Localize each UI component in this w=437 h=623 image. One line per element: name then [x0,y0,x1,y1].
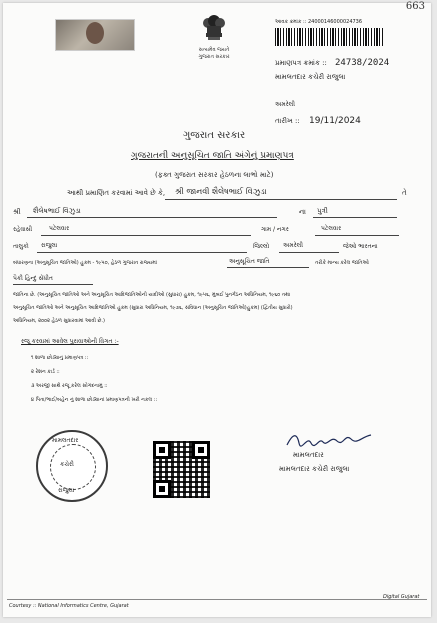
village-label: ગામ / નગર [261,226,289,233]
signature-scribble [285,429,375,451]
seal-top-text: મામલતદાર [52,437,79,444]
certificate-number: 24738/2024 [335,58,390,68]
application-number: આવક ક્રમાંક :: 24000146000024736 [275,19,363,25]
relation-label: ના [299,208,306,216]
caste-category: અનુસૂચિત જાતિ [229,258,270,265]
footer-divider [7,599,427,600]
relation-value: પુત્રી [317,207,328,215]
evidence-item-2: ૨ રેશન કાર્ડ :: [31,369,60,375]
amendment-para-3: અધિનિયમ, ૨૦૦૨ હેઠળ સુધારવામાં આવી છે.) [13,318,105,324]
state-text: જેઓ ભારતના [343,243,378,250]
evidence-item-3: ૩ અરજી સાથે રજૂ કરેલ સોગંદનામું :: [31,383,108,389]
seal-bottom-text: રાજુલા [58,487,75,494]
issue-date-label: તારીખ :: [275,117,300,125]
taluka-value: રાજુલા [41,242,58,249]
government-title: ગુજરાત સરકાર [183,130,246,141]
resident-prefix: રહેવાસી [13,226,33,233]
header-district: અમરેલી [275,101,295,108]
certify-intro: આથી પ્રમાણિત કરવામાં આવે છે કે, [67,189,166,197]
signatory-designation: મામલતદાર [293,451,324,459]
district-label: જિલ્લો [253,243,270,250]
district-value: અમરેલી [283,242,303,249]
issue-date: 19/11/2024 [309,116,361,126]
photo-face [86,22,104,44]
footer-digital-gujarat: Digital Gujarat [383,594,420,600]
qr-code [153,441,210,498]
father-prefix: શ્રી [13,208,21,216]
recognized-castes-text: તરીકે માન્ય કરેલ જાતિઓ [315,260,369,266]
applicant-photo [55,19,135,51]
office-seal [36,430,108,502]
emblem-caption-1: સત્યમેવ જયતે [198,47,230,53]
footer-courtesy: Courtesy :: National Informatics Centre, Gujarat [9,603,129,609]
handwritten-reference: 663 [405,1,425,12]
caste-name: પૈકી હિન્દુ સેંધીત [13,275,53,282]
father-name: શૈલેષભાઈ વિંઝુડા [33,207,81,215]
seal-middle-text: કચેરી [60,461,74,468]
certificate-heading: ગુજરાતની અનુસૂચિત જાતિ અંગેનું પ્રમાણપત્ર [131,151,294,161]
barcode [275,28,383,46]
amendment-para-1: જાતિના છે. (અનુસૂચિત જાતિઓ અને અનુસૂચિત આદિજાતિઓની યાદીઓ (સુધારા) હુકમ, ૧૯૫૬, મુંબઈ પુનર્ગઠન અધિનિયમ, ૧૯૬૦ તથા [13,292,291,298]
signatory-office: મામલતદાર કચેરી રાજુલા [279,465,350,473]
certificate-number-label: પ્રમાણપત્ર ક્રમાંક :: [275,59,327,67]
taluka-label: તાલુકો [13,243,29,250]
national-emblem-icon [196,11,232,45]
certificate-page [3,3,431,617]
evidence-heading: રજૂ કરવામાં આવેલ પુરાવાઓની વિગત :- [21,338,119,345]
applicant-name: શ્રી જાનવી શૈલેષભાઈ વિંઝુડા [175,187,267,196]
amendment-para-2: અનુસૂચિત જાતિઓ અને અનુસૂચિત આદિજાતિઓ હુકમ (સુધારા અધિનિયમ, ૧૯૭૬, સંવિધાન (અનુસૂચિત જાતિઓ)હુકમ) (દ્વિતીય સુધારો) [13,305,293,311]
certificate-subheading: (ફક્ત ગુજરાત સરકાર હેઠળના લાભો માટે) [155,171,274,179]
constitution-order-text: બંધારણના (અનુસૂચિત જાતિઓ) હુકમ - ૧૯૫૦, હેઠળ ગુજરાત રાજ્યમાં [13,260,157,266]
line1-suffix: તે [402,189,407,197]
issuing-office: મામલતદાર કચેરી રાજુલા [275,73,346,81]
village-value: પટેલવાર [321,225,342,232]
evidence-item-1: ૧ શાળા છોડ્યાનું પ્રમાણપત્ર :: [31,355,89,361]
evidence-item-4: ૪ પિતા/ભાઈ/બહેન નું શાળા છોડ્યાનાં પ્રમાણપત્રની ખરી નકલ :: [31,397,158,403]
resident-village: પટેલવાર [49,225,70,232]
emblem-caption-2: ગુજરાત સરકાર [198,54,230,60]
